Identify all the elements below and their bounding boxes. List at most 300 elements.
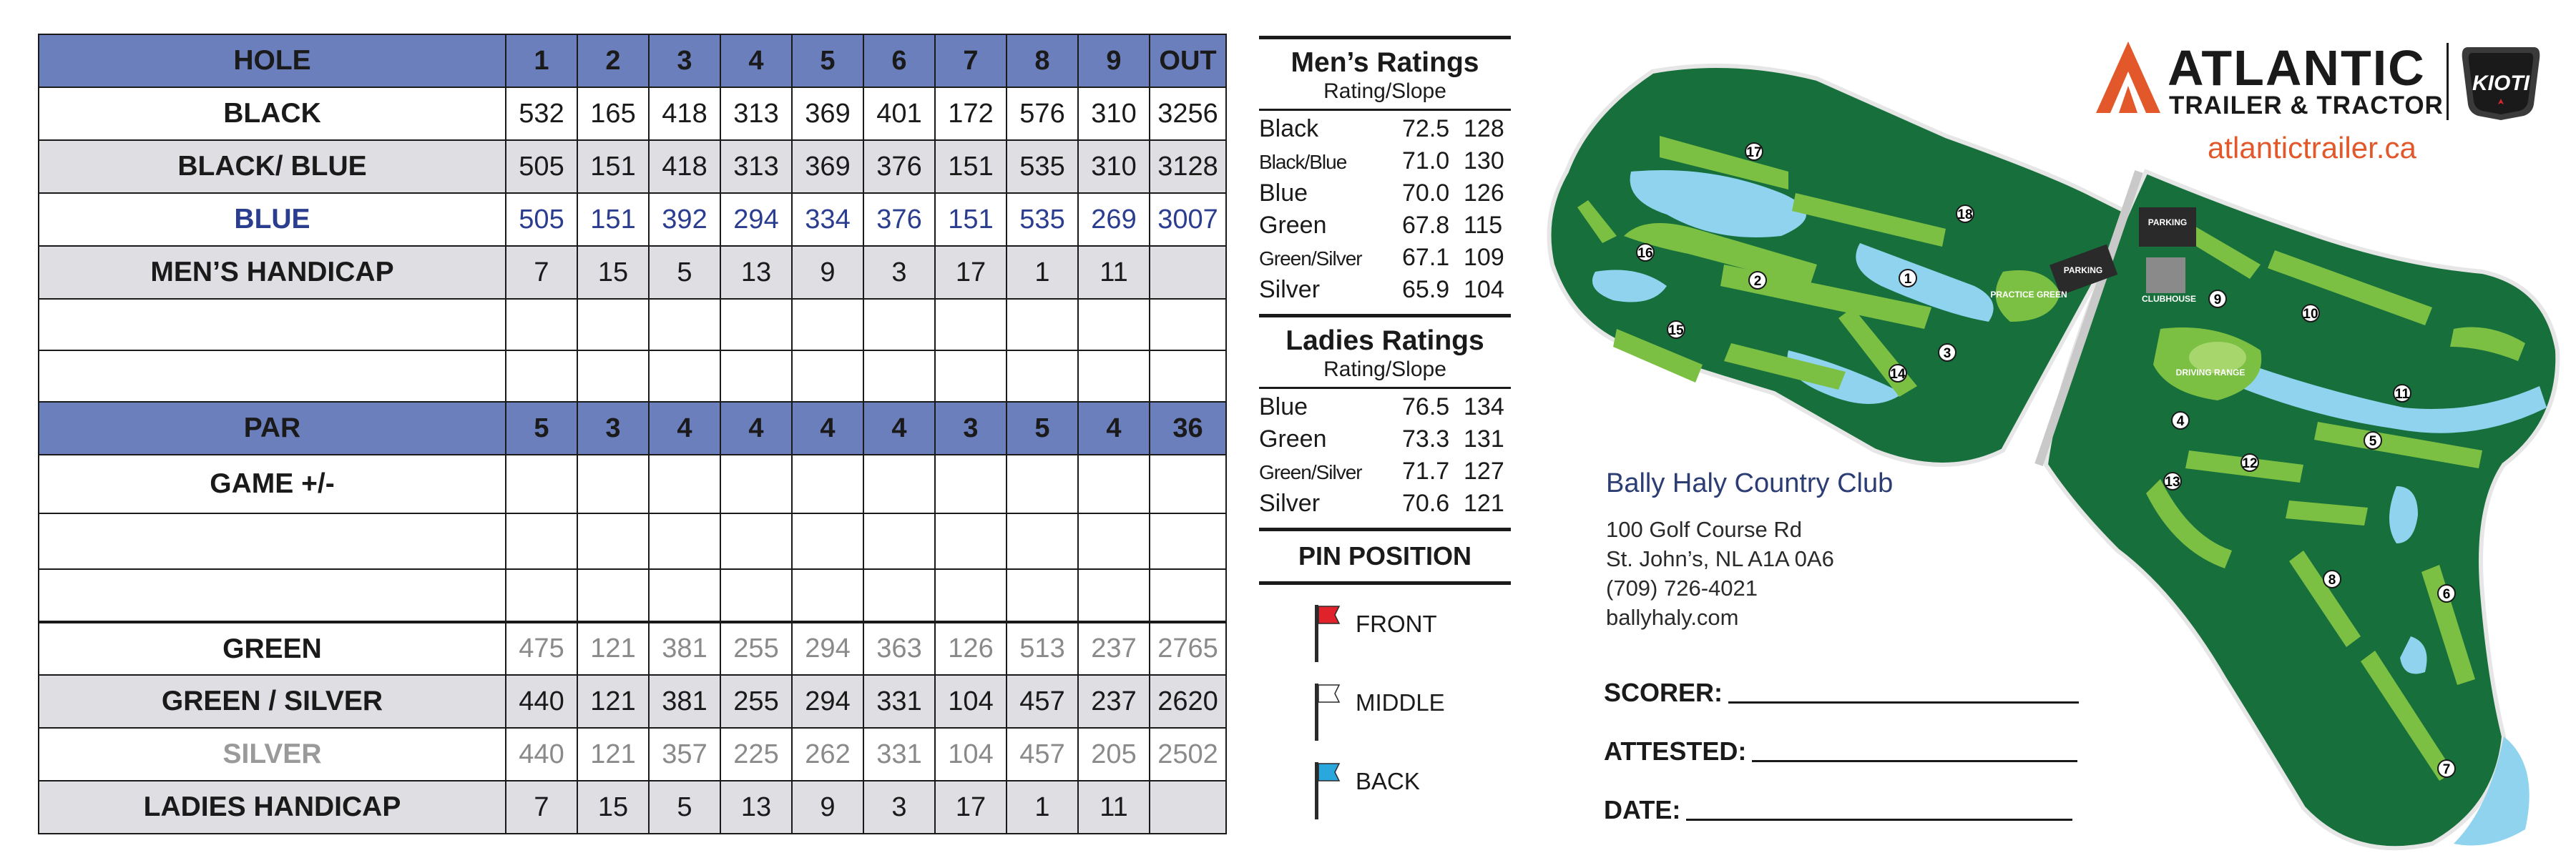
course-rating: 71.7 xyxy=(1402,457,1450,485)
map-label-clubhouse: CLUBHOUSE xyxy=(2141,294,2197,304)
score-cell: 255 xyxy=(720,622,792,675)
score-cell: 310 xyxy=(1078,140,1150,193)
score-cell: 401 xyxy=(863,87,935,140)
hole-number: 9 xyxy=(1078,34,1150,87)
score-cell: 121 xyxy=(577,675,649,728)
score-cell: 376 xyxy=(863,140,935,193)
score-cell[interactable] xyxy=(863,455,935,513)
score-cell[interactable] xyxy=(863,569,935,622)
score-row xyxy=(39,513,1226,569)
score-cell: 4 xyxy=(792,402,863,455)
tee-name: Silver xyxy=(1259,489,1321,517)
hole-marker xyxy=(2164,473,2181,490)
score-cell: 7 xyxy=(506,781,577,834)
course-rating: 73.3 xyxy=(1402,425,1450,453)
score-cell: 151 xyxy=(935,193,1007,246)
mens-ratings-title: Men’s Ratings xyxy=(1291,47,1479,78)
score-cell: 104 xyxy=(935,675,1007,728)
score-cell: 505 xyxy=(506,140,577,193)
score-cell: 2502 xyxy=(1150,728,1226,781)
hole-marker xyxy=(2438,585,2455,602)
slope-rating: 115 xyxy=(1464,211,1503,239)
score-cell[interactable] xyxy=(792,455,863,513)
svg-text:1: 1 xyxy=(1904,272,1912,287)
score-cell: 15 xyxy=(577,781,649,834)
score-cell: 3 xyxy=(935,402,1007,455)
hole-marker xyxy=(1667,321,1685,338)
row-label: SILVER xyxy=(39,728,506,781)
score-cell[interactable] xyxy=(577,569,649,622)
hole-number: 8 xyxy=(1007,34,1078,87)
score-cell: 2765 xyxy=(1150,622,1226,675)
club-address-line2: St. John’s, NL A1A 0A6 xyxy=(1606,546,1834,571)
score-cell: 3 xyxy=(863,246,935,299)
hole-marker xyxy=(2394,385,2411,402)
map-label-driving-range: DRIVING RANGE xyxy=(2175,368,2246,378)
score-cell xyxy=(1150,781,1226,834)
slope-rating: 131 xyxy=(1464,425,1504,453)
hole-marker xyxy=(1637,244,1654,261)
course-rating: 72.5 xyxy=(1402,114,1450,142)
hole-number: 1 xyxy=(506,34,577,87)
score-cell[interactable] xyxy=(935,513,1007,569)
score-cell: 475 xyxy=(506,622,577,675)
score-cell: 513 xyxy=(1007,622,1078,675)
score-cell: 13 xyxy=(720,246,792,299)
back-flag-icon xyxy=(1309,759,1345,824)
score-cell: 535 xyxy=(1007,193,1078,246)
divider xyxy=(1259,314,1511,317)
score-cell: 255 xyxy=(720,675,792,728)
score-row xyxy=(39,246,1226,299)
score-cell: 9 xyxy=(792,246,863,299)
score-cell: 11 xyxy=(1078,781,1150,834)
score-cell[interactable] xyxy=(720,350,792,402)
hole-marker xyxy=(1957,205,1974,222)
svg-text:13: 13 xyxy=(2165,475,2180,490)
score-cell[interactable] xyxy=(577,513,649,569)
hole-number: 2 xyxy=(577,34,649,87)
score-cell[interactable] xyxy=(1150,299,1226,350)
row-label: BLACK/ BLUE xyxy=(39,140,506,193)
pin-position-title: PIN POSITION xyxy=(1298,541,1472,571)
svg-text:5: 5 xyxy=(2369,434,2377,449)
pin-label: MIDDLE xyxy=(1356,689,1445,716)
hole-marker xyxy=(2323,571,2341,588)
score-cell[interactable] xyxy=(577,455,649,513)
score-cell: 151 xyxy=(935,140,1007,193)
score-cell[interactable] xyxy=(506,350,577,402)
score-cell[interactable] xyxy=(720,299,792,350)
score-cell: 392 xyxy=(649,193,720,246)
score-cell[interactable] xyxy=(649,299,720,350)
score-cell[interactable] xyxy=(577,299,649,350)
hole-header-label: HOLE xyxy=(39,34,506,87)
course-rating: 67.8 xyxy=(1402,211,1450,239)
score-row xyxy=(39,569,1226,622)
svg-text:10: 10 xyxy=(2303,307,2318,322)
row-label: GREEN xyxy=(39,622,506,675)
slope-rating: 128 xyxy=(1464,114,1504,142)
score-row xyxy=(39,455,1226,513)
middle-flag-icon xyxy=(1309,681,1345,745)
tee-name: Green xyxy=(1259,425,1327,453)
svg-text:14: 14 xyxy=(1890,367,1906,382)
score-cell: 334 xyxy=(792,193,863,246)
course-rating: 70.6 xyxy=(1402,489,1450,517)
course-map xyxy=(1545,50,2576,858)
pin-legend-item xyxy=(1259,754,1511,832)
score-cell[interactable] xyxy=(935,569,1007,622)
score-cell: 165 xyxy=(577,87,649,140)
rating-row xyxy=(1259,393,1511,425)
score-cell: 576 xyxy=(1007,87,1078,140)
score-cell[interactable] xyxy=(1150,455,1226,513)
score-cell[interactable] xyxy=(792,350,863,402)
score-cell: 532 xyxy=(506,87,577,140)
score-cell: 440 xyxy=(506,675,577,728)
club-website[interactable]: ballyhaly.com xyxy=(1606,605,1739,630)
row-label: PAR xyxy=(39,402,506,455)
row-label xyxy=(39,299,506,350)
hole-marker xyxy=(2172,412,2189,429)
score-cell[interactable] xyxy=(1007,350,1078,402)
score-cell[interactable] xyxy=(506,299,577,350)
score-cell: 369 xyxy=(792,87,863,140)
score-cell: 457 xyxy=(1007,675,1078,728)
rating-row xyxy=(1259,276,1511,308)
score-cell[interactable] xyxy=(1078,513,1150,569)
svg-text:7: 7 xyxy=(2442,762,2451,777)
score-cell[interactable] xyxy=(506,455,577,513)
hole-number: 4 xyxy=(720,34,792,87)
hole-number: 6 xyxy=(863,34,935,87)
row-label: BLACK xyxy=(39,87,506,140)
scorecard-body xyxy=(39,34,1226,834)
score-cell: 151 xyxy=(577,140,649,193)
pin-label: FRONT xyxy=(1356,610,1437,637)
hole-marker xyxy=(2438,760,2455,777)
course-rating: 76.5 xyxy=(1402,393,1450,420)
rating-row xyxy=(1259,490,1511,522)
pin-position-list xyxy=(1259,585,1511,832)
score-cell xyxy=(1150,246,1226,299)
score-cell[interactable] xyxy=(506,569,577,622)
score-cell: 5 xyxy=(649,246,720,299)
sponsor-url[interactable]: atlantictrailer.ca xyxy=(2208,131,2416,164)
sponsor-tagline: TRAILER & TRACTOR xyxy=(2169,92,2444,119)
divider xyxy=(1259,109,1511,111)
score-cell: 4 xyxy=(1078,402,1150,455)
score-cell: 5 xyxy=(506,402,577,455)
sponsor-name: ATLANTIC xyxy=(2168,40,2426,96)
slope-rating: 134 xyxy=(1464,393,1504,420)
score-cell[interactable] xyxy=(649,513,720,569)
score-row xyxy=(39,87,1226,140)
score-cell[interactable] xyxy=(792,299,863,350)
hole-number: 3 xyxy=(649,34,720,87)
svg-text:8: 8 xyxy=(2328,573,2336,588)
ratings-panel xyxy=(1259,36,1511,832)
score-cell: 262 xyxy=(792,728,863,781)
score-cell: 294 xyxy=(792,622,863,675)
score-cell: 5 xyxy=(649,781,720,834)
tee-name: Blue xyxy=(1259,393,1308,420)
score-cell: 418 xyxy=(649,87,720,140)
score-cell: 381 xyxy=(649,675,720,728)
score-cell: 535 xyxy=(1007,140,1078,193)
slope-rating: 121 xyxy=(1464,489,1504,517)
date-label: DATE: xyxy=(1604,795,1681,824)
hole-marker xyxy=(1899,270,1916,287)
score-cell: 126 xyxy=(935,622,1007,675)
score-cell[interactable] xyxy=(1078,350,1150,402)
score-cell: 294 xyxy=(720,193,792,246)
score-cell: 4 xyxy=(720,402,792,455)
row-label: GREEN / SILVER xyxy=(39,675,506,728)
score-cell: 313 xyxy=(720,87,792,140)
score-cell[interactable] xyxy=(1078,299,1150,350)
score-cell: 121 xyxy=(577,622,649,675)
score-cell[interactable] xyxy=(649,350,720,402)
score-cell[interactable] xyxy=(863,513,935,569)
score-row xyxy=(39,299,1226,350)
score-cell[interactable] xyxy=(649,569,720,622)
score-cell: 104 xyxy=(935,728,1007,781)
score-cell: 172 xyxy=(935,87,1007,140)
row-label: MEN’S HANDICAP xyxy=(39,246,506,299)
rating-row xyxy=(1259,179,1511,212)
score-cell: 269 xyxy=(1078,193,1150,246)
score-cell[interactable] xyxy=(935,455,1007,513)
hole-marker xyxy=(2241,454,2258,471)
front-flag-icon xyxy=(1309,602,1345,666)
score-cell[interactable] xyxy=(1078,455,1150,513)
hole-number: 5 xyxy=(792,34,863,87)
score-row xyxy=(39,193,1226,246)
slope-rating: 126 xyxy=(1464,179,1504,207)
score-cell: 369 xyxy=(792,140,863,193)
svg-text:18: 18 xyxy=(1957,207,1973,222)
score-cell[interactable] xyxy=(935,299,1007,350)
course-rating: 67.1 xyxy=(1402,243,1450,271)
slope-rating: 127 xyxy=(1464,457,1504,485)
tee-name: Green xyxy=(1259,211,1327,239)
svg-text:16: 16 xyxy=(1637,246,1653,261)
rating-row xyxy=(1259,244,1511,276)
divider xyxy=(1259,36,1511,39)
score-row xyxy=(39,781,1226,834)
hole-marker xyxy=(2209,290,2226,307)
mens-ratings-subtitle: Rating/Slope xyxy=(1323,79,1446,103)
kioti-badge-text: KIOTI xyxy=(2472,71,2530,95)
ladies-ratings-subtitle: Rating/Slope xyxy=(1323,357,1446,381)
score-cell: 17 xyxy=(935,246,1007,299)
svg-text:15: 15 xyxy=(1668,323,1684,338)
tee-name: Black/Blue xyxy=(1259,150,1347,173)
score-cell[interactable] xyxy=(1007,455,1078,513)
svg-text:4: 4 xyxy=(2176,414,2185,429)
score-cell: 11 xyxy=(1078,246,1150,299)
pin-legend-item xyxy=(1259,675,1511,754)
score-cell[interactable] xyxy=(863,299,935,350)
score-row xyxy=(39,140,1226,193)
score-cell: 3 xyxy=(577,402,649,455)
hole-number: 7 xyxy=(935,34,1007,87)
course-rating: 70.0 xyxy=(1402,179,1450,207)
hole-marker xyxy=(2364,432,2381,449)
score-cell: 1 xyxy=(1007,246,1078,299)
rating-row xyxy=(1259,212,1511,244)
hole-marker xyxy=(1889,365,1906,382)
score-cell: 36 xyxy=(1150,402,1226,455)
score-cell: 151 xyxy=(577,193,649,246)
score-cell[interactable] xyxy=(792,513,863,569)
slope-rating: 104 xyxy=(1464,275,1504,303)
score-cell: 357 xyxy=(649,728,720,781)
score-cell[interactable] xyxy=(720,455,792,513)
row-label: GAME +/- xyxy=(39,455,506,513)
tee-name: Blue xyxy=(1259,179,1308,207)
score-cell[interactable] xyxy=(935,350,1007,402)
row-label xyxy=(39,513,506,569)
score-cell: 331 xyxy=(863,675,935,728)
score-cell[interactable] xyxy=(1007,513,1078,569)
hole-header-row xyxy=(39,34,1226,87)
attested-label: ATTESTED: xyxy=(1604,736,1747,766)
score-cell: 4 xyxy=(863,402,935,455)
hole-marker xyxy=(1745,143,1763,160)
rating-row xyxy=(1259,425,1511,458)
rating-row xyxy=(1259,115,1511,147)
ladies-ratings-title: Ladies Ratings xyxy=(1285,325,1484,356)
score-cell[interactable] xyxy=(1007,299,1078,350)
score-row xyxy=(39,350,1226,402)
row-label: BLUE xyxy=(39,193,506,246)
scorecard-table xyxy=(38,34,1227,834)
svg-text:6: 6 xyxy=(2442,587,2451,602)
score-cell[interactable] xyxy=(577,350,649,402)
score-cell[interactable] xyxy=(649,455,720,513)
score-cell: 121 xyxy=(577,728,649,781)
score-cell: 1 xyxy=(1007,781,1078,834)
score-cell: 440 xyxy=(506,728,577,781)
score-cell: 9 xyxy=(792,781,863,834)
score-cell: 418 xyxy=(649,140,720,193)
score-cell[interactable] xyxy=(792,569,863,622)
pin-legend-item xyxy=(1259,596,1511,675)
score-cell[interactable] xyxy=(1007,569,1078,622)
score-cell[interactable] xyxy=(863,350,935,402)
score-cell[interactable] xyxy=(1150,513,1226,569)
score-cell: 205 xyxy=(1078,728,1150,781)
score-cell: 313 xyxy=(720,140,792,193)
score-cell: 294 xyxy=(792,675,863,728)
mens-ratings-list xyxy=(1259,115,1511,308)
score-cell: 3 xyxy=(863,781,935,834)
club-address-line1: 100 Golf Course Rd xyxy=(1606,517,1802,542)
tee-name: Silver xyxy=(1259,275,1321,303)
score-cell: 331 xyxy=(863,728,935,781)
score-cell: 237 xyxy=(1078,622,1150,675)
score-row xyxy=(39,622,1226,675)
course-rating: 71.0 xyxy=(1402,147,1450,174)
map-label-parking-2: PARKING xyxy=(2148,217,2188,227)
score-cell: 237 xyxy=(1078,675,1150,728)
score-cell[interactable] xyxy=(720,513,792,569)
ladies-ratings-list xyxy=(1259,393,1511,522)
score-cell: 376 xyxy=(863,193,935,246)
hole-marker xyxy=(1939,344,1956,361)
score-cell: 4 xyxy=(649,402,720,455)
score-cell[interactable] xyxy=(1150,350,1226,402)
score-cell: 17 xyxy=(935,781,1007,834)
svg-text:17: 17 xyxy=(1746,145,1762,160)
score-cell: 5 xyxy=(1007,402,1078,455)
svg-text:3: 3 xyxy=(1943,346,1951,361)
row-label: LADIES HANDICAP xyxy=(39,781,506,834)
club-name: Bally Haly Country Club xyxy=(1606,468,1894,498)
svg-text:2: 2 xyxy=(1753,274,1762,289)
score-cell: 15 xyxy=(577,246,649,299)
rating-row xyxy=(1259,458,1511,490)
slope-rating: 130 xyxy=(1464,147,1504,174)
score-cell: 381 xyxy=(649,622,720,675)
club-phone: (709) 726-4021 xyxy=(1606,576,1758,601)
course-land-left xyxy=(1549,66,2132,465)
row-label xyxy=(39,569,506,622)
scorer-label: SCORER: xyxy=(1604,678,1723,707)
score-cell: 225 xyxy=(720,728,792,781)
row-label xyxy=(39,350,506,402)
score-cell: 7 xyxy=(506,246,577,299)
tee-name: Green/Silver xyxy=(1259,247,1362,270)
map-label-practice-green: PRACTICE GREEN xyxy=(1990,290,2067,300)
score-row xyxy=(39,402,1226,455)
tee-name: Green/Silver xyxy=(1259,460,1362,483)
course-rating: 65.9 xyxy=(1402,275,1450,303)
pin-label: BACK xyxy=(1356,767,1420,794)
score-cell: 3256 xyxy=(1150,87,1226,140)
score-cell[interactable] xyxy=(1150,569,1226,622)
score-cell: 505 xyxy=(506,193,577,246)
score-cell: 2620 xyxy=(1150,675,1226,728)
svg-text:9: 9 xyxy=(2213,292,2222,307)
score-cell[interactable] xyxy=(506,513,577,569)
score-cell: 3007 xyxy=(1150,193,1226,246)
score-cell: 363 xyxy=(863,622,935,675)
map-label-parking: PARKING xyxy=(2063,265,2103,275)
score-cell: 3128 xyxy=(1150,140,1226,193)
clubhouse xyxy=(2146,257,2185,293)
hole-marker xyxy=(2302,305,2319,322)
score-cell[interactable] xyxy=(1078,569,1150,622)
tee-name: Black xyxy=(1259,114,1319,142)
score-cell: 13 xyxy=(720,781,792,834)
score-row xyxy=(39,675,1226,728)
svg-text:11: 11 xyxy=(2394,387,2410,402)
score-row xyxy=(39,728,1226,781)
score-cell: 310 xyxy=(1078,87,1150,140)
score-cell[interactable] xyxy=(720,569,792,622)
score-cell: 457 xyxy=(1007,728,1078,781)
hole-marker xyxy=(1749,272,1766,289)
slope-rating: 109 xyxy=(1464,243,1504,271)
rating-row xyxy=(1259,147,1511,179)
svg-text:12: 12 xyxy=(2242,456,2258,471)
hole-number: OUT xyxy=(1150,34,1226,87)
divider xyxy=(1259,387,1511,389)
